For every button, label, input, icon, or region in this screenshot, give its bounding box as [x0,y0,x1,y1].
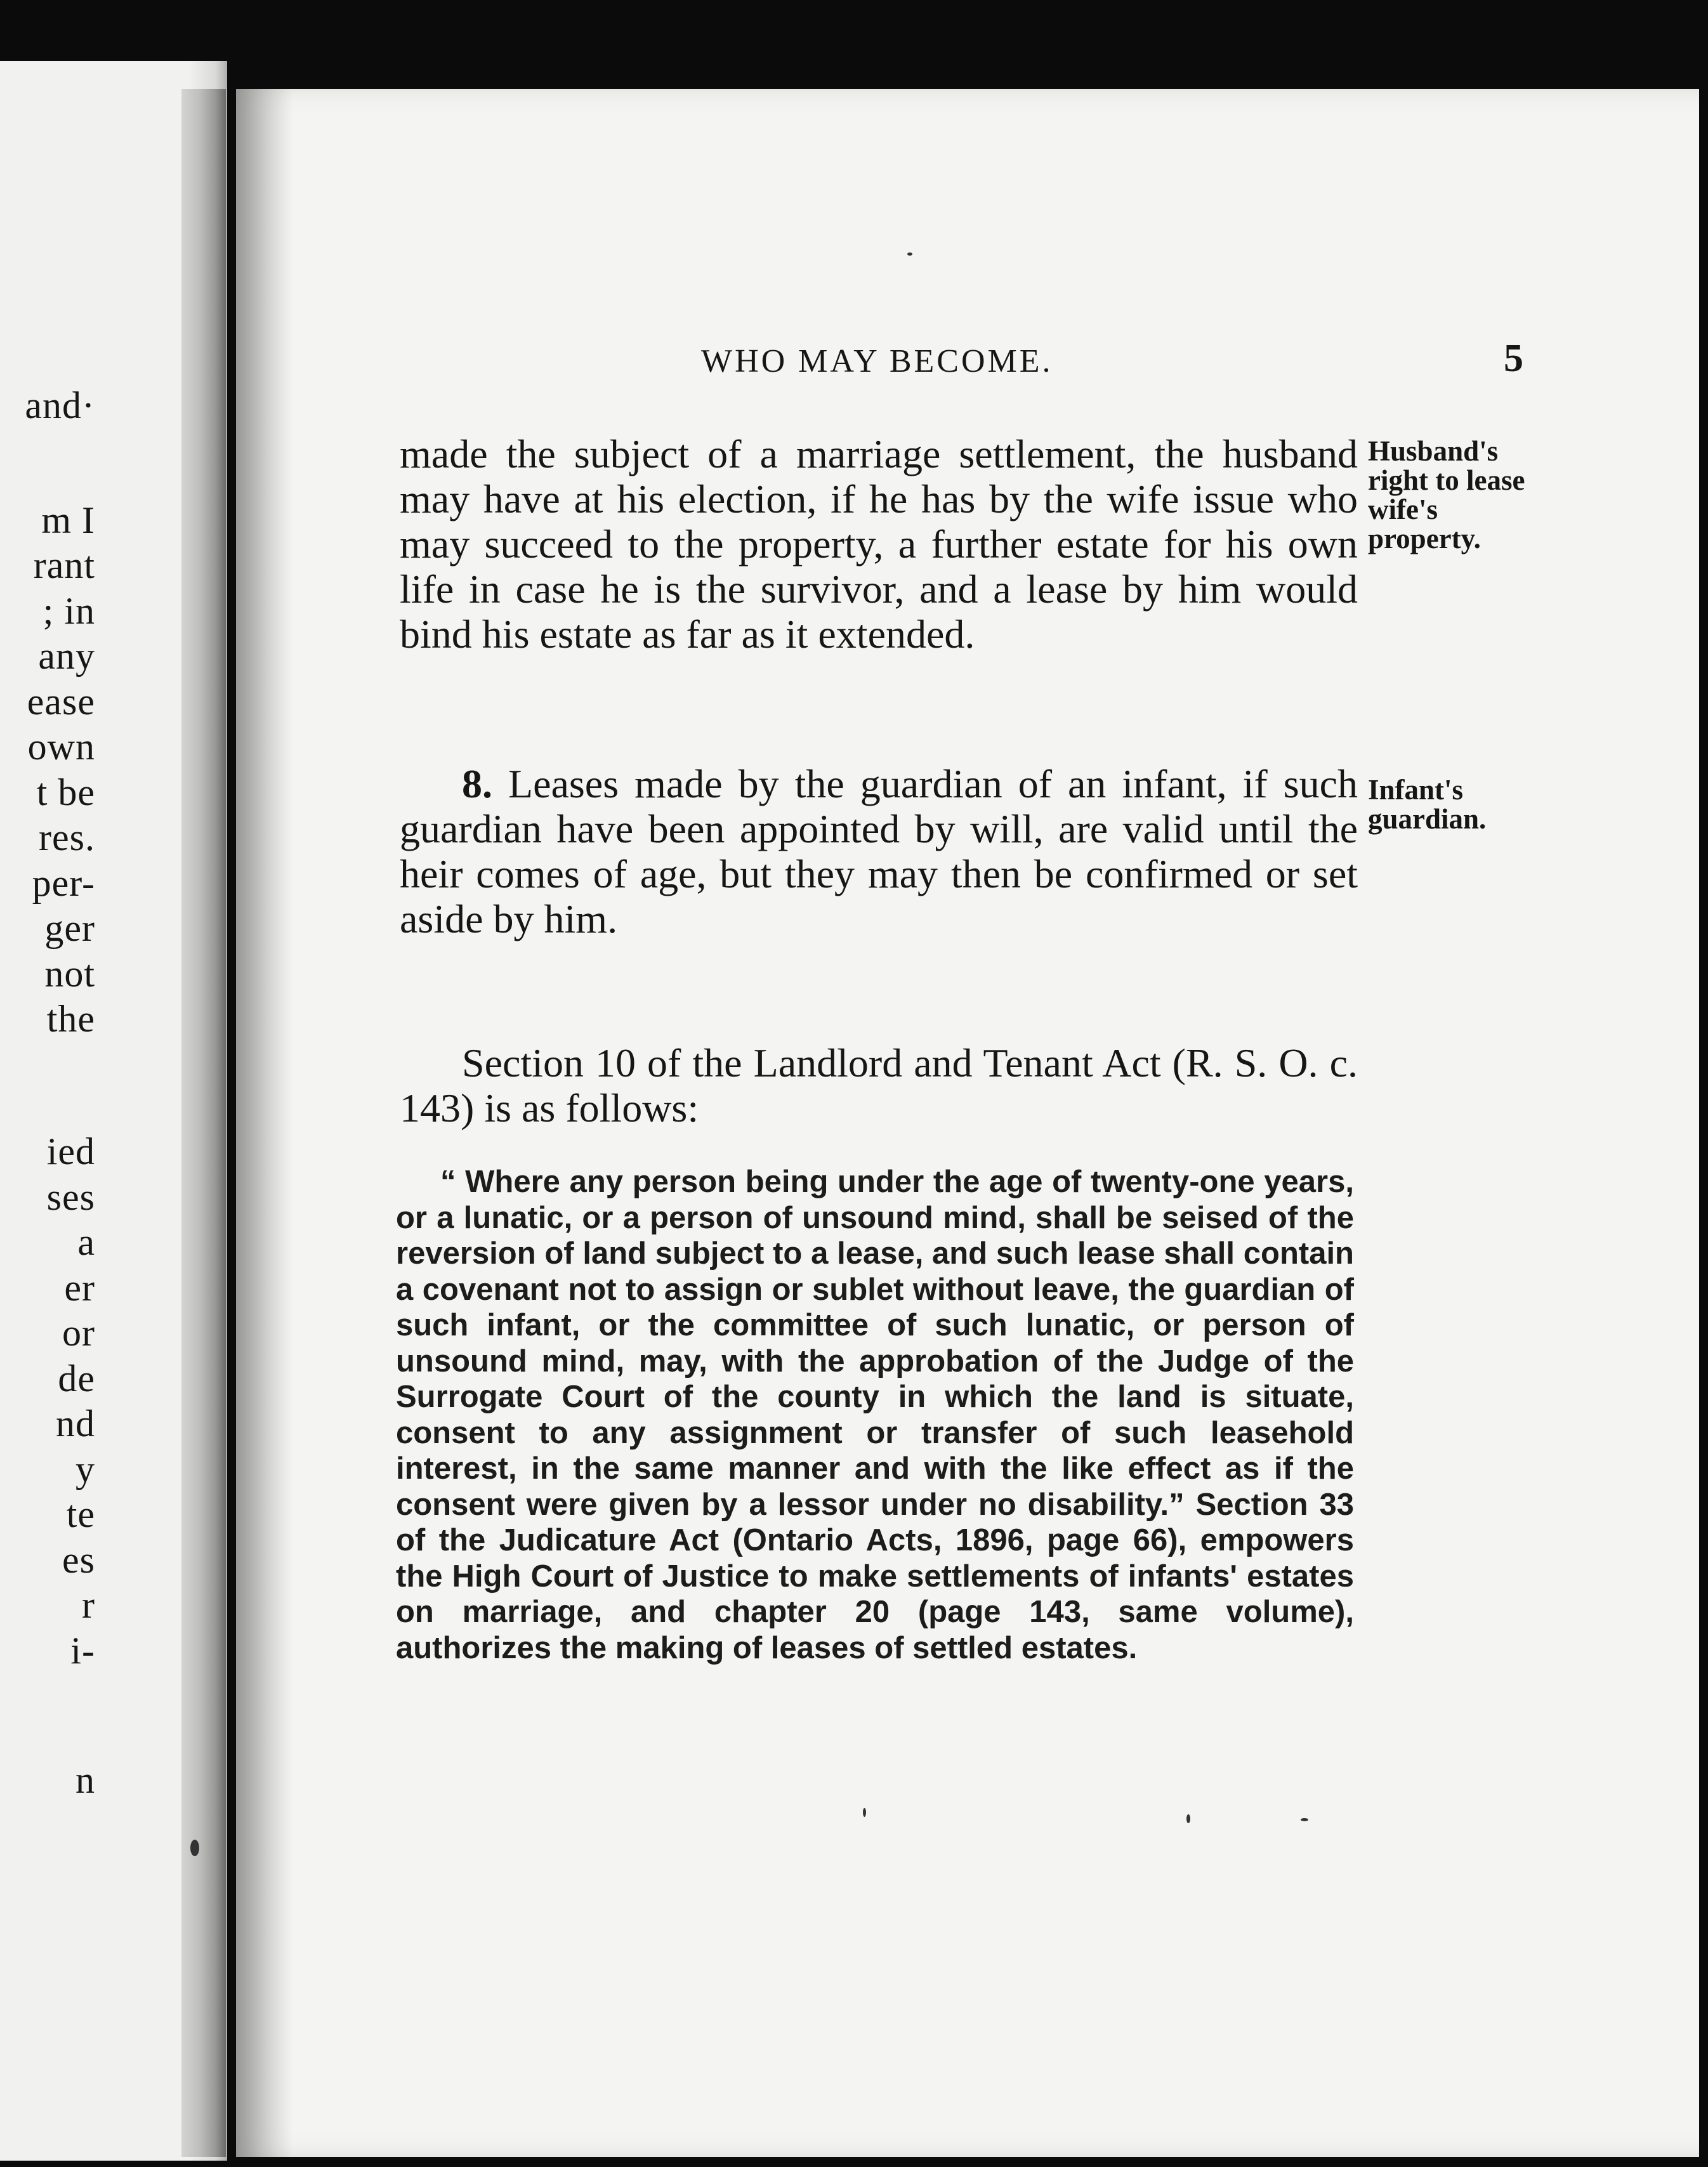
left-fragment: the [46,998,95,1040]
scan-speck [1186,1814,1190,1823]
left-fragment: ease [27,681,95,723]
left-fragment: ied [46,1130,95,1172]
left-fragment: ger [44,907,95,949]
left-fragment: ; in [43,590,95,632]
left-fragment: nd [56,1403,95,1444]
left-fragment: te [66,1493,95,1535]
left-fragment: own [27,726,95,768]
left-fragment: i- [70,1630,95,1672]
left-fragment: r [82,1584,95,1626]
page-number: 5 [1504,337,1523,380]
left-fragment: de [58,1358,95,1399]
left-fragment: per- [32,862,95,904]
scan-speck [863,1808,866,1817]
scan-speck [1301,1818,1308,1821]
left-fragment: es [62,1539,95,1581]
quotation-text: “ Where any person being under the age of twenty-one years, or a lunatic, or a person of unsound mind, shall be seised of the reversion of land subject to a lease, and such lease shall contain a covenant not to assign or sublet without leave, the guardian of such infant, or the committee of such lunatic, or person of unsound mind, may, with the approbation of the Judge of the Surrogate Court of the county in which the land is situate, consent to any assignment or transfer of such leasehold interest, in the same manner and with the like effect as if the consent were given by a lessor under no disability.” Section 33 of the Judicature Act (Ontario Acts, 1896, page 66), empowers the High Court of Justice to make settlements of infants' estates on marriage, and chapter 20 (page 143, same volume), authorizes the making of leases of settled estates. [396,1165,1354,1665]
left-fragment: er [64,1267,95,1309]
left-fragment: rant [33,544,95,586]
left-fragment: a [77,1221,95,1263]
page-edge-shadow [236,89,293,2157]
left-fragment: n [76,1759,95,1801]
left-fragment: not [44,953,95,995]
scan-speck [907,252,912,256]
book-spine [181,89,226,2157]
left-fragment: m I [41,499,95,541]
running-head: WHO MAY BECOME. [701,343,1053,379]
side-note-husbands-right: Husband's right to lease wife's property. [1368,435,1525,554]
left-fragment: any [38,635,95,677]
paragraph-number: 8. [462,761,492,806]
side-note-infants-guardian: Infant's guardian. [1368,774,1487,835]
left-fragment: or [62,1312,95,1354]
left-fragment: ses [46,1176,95,1218]
left-fragment: t be [36,771,95,813]
paragraph-text: Leases made by the guardian of an infant, if such guardian have been appointed by will, are valid until the heir comes of age, but they may then be confirmed or set aside by him. [400,761,1358,941]
scan-speck [190,1840,199,1856]
body-paragraph-numbered [400,761,1358,941]
statute-quotation [396,1164,1354,1666]
body-paragraph: Section 10 of the Landlord and Tenant Act (R. S. O. c. 143) is as follows: [400,1040,1358,1130]
left-fragment: res. [39,816,95,858]
left-fragment: and· [25,384,95,426]
left-fragment: y [76,1448,95,1490]
body-paragraph: made the subject of a marriage settlement, the husband may have at his election, if he has by the wife issue who may succeed to the property, a further estate for his own life in case he is the survivor, and a lease by him would bind his estate as far as it extended. [400,431,1358,657]
